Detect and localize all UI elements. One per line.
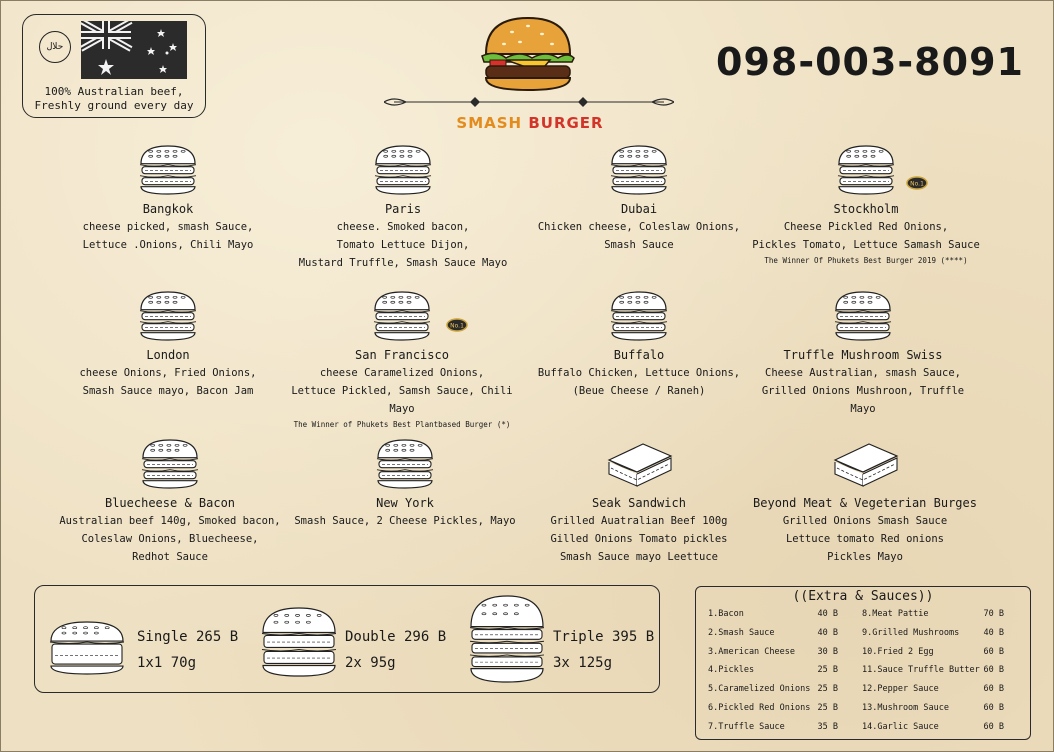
extra-price: 40 B	[817, 627, 838, 638]
extra-item	[708, 720, 838, 734]
extra-name: 6.Pickled Red Onions	[708, 703, 811, 713]
item-desc-1: Grilled Onions Smash Sauce	[782, 515, 948, 527]
item-desc-2: Tomato Lettuce Dijon,	[336, 239, 470, 251]
item-desc-2: Lettuce .Onions, Chili Mayo	[82, 239, 254, 251]
extra-price: 30 B	[817, 646, 838, 657]
brand-burger: BURGER	[528, 114, 604, 132]
extra-item	[708, 663, 838, 677]
menu-item-seak-sandwich	[534, 438, 744, 566]
extra-name: 10.Fried 2 Egg	[862, 646, 934, 657]
item-desc-1: Cheese Pickled Red Onions,	[783, 221, 949, 233]
item-name: Paris	[384, 202, 422, 216]
item-name: New York	[376, 496, 434, 510]
item-desc-1: cheese picked, smash Sauce,	[82, 221, 254, 233]
extra-price: 35 B	[817, 721, 838, 732]
extra-name: 11.Sauce Truffle Butter	[862, 665, 980, 676]
badge-text: No.1	[450, 322, 464, 330]
award-note: The Winner of Phukets Best Plantbased Burger (*)	[293, 420, 511, 429]
menu-item-buffalo	[534, 290, 744, 400]
extra-item	[862, 645, 1004, 659]
australian-beef-box	[22, 14, 206, 118]
single-burger-icon	[47, 620, 127, 676]
item-desc-1: Cheese Australian, smash Sauce,	[765, 367, 961, 379]
extra-price: 60 B	[983, 703, 1004, 713]
extras-title: ((Extra & Sauces))	[792, 589, 934, 604]
burger-icon	[836, 144, 896, 196]
item-desc-1: cheese Onions, Fried Onions,	[79, 367, 257, 379]
sizes-box	[34, 585, 660, 693]
item-desc-2: Grilled Onions Mushroon, Truffle Mayo	[761, 385, 965, 415]
burger-icon	[372, 290, 432, 342]
beef-tagline	[27, 85, 201, 113]
item-desc-1: Chicken cheese, Coleslaw Onions,	[537, 221, 741, 233]
menu-item-london	[70, 290, 266, 400]
item-desc-2: Gilled Onions Tomato pickles	[550, 533, 728, 545]
extra-price: 60 B	[983, 665, 1004, 676]
item-desc-2: Smash Sauce mayo, Bacon Jam	[82, 385, 254, 397]
extra-item	[862, 663, 1004, 677]
menu-item-new-york	[290, 438, 520, 530]
extra-item	[708, 682, 838, 696]
menu-item-beyond-meat	[744, 438, 986, 566]
item-name: Bangkok	[142, 202, 194, 216]
extra-name: 14.Garlic Sauce	[862, 721, 939, 732]
item-desc-2: Lettuce Pickled, Samsh Sauce, Chili Mayo	[291, 385, 513, 415]
double-burger-icon	[259, 606, 339, 678]
extra-item	[708, 607, 838, 621]
item-name: San Francisco	[355, 348, 449, 362]
extra-name: 9.Grilled Mushrooms	[862, 627, 960, 638]
extra-name: 2.Smash Sauce	[708, 627, 775, 638]
item-name: Dubai	[620, 202, 658, 216]
no1-badge-icon	[446, 318, 468, 332]
extra-name: 4.Pickles	[708, 665, 755, 676]
item-name: Bluecheese & Bacon	[104, 496, 236, 510]
extra-price: 25 B	[817, 684, 838, 695]
item-desc-2: Smash Sauce	[604, 239, 674, 251]
item-desc-1: Australian beef 140g, Smoked bacon,	[59, 515, 281, 527]
extra-name: 1.Bacon	[708, 609, 744, 619]
extra-name: 5.Caramelized Onions	[708, 684, 811, 695]
burger-icon	[373, 144, 433, 196]
halal-label: حلال	[46, 42, 64, 52]
extra-price: 60 B	[983, 684, 1004, 695]
extra-item	[862, 701, 1004, 715]
sandwich-icon	[829, 438, 901, 490]
extra-price: 60 B	[983, 721, 1004, 732]
extra-item	[708, 626, 838, 640]
extra-price: 70 B	[983, 609, 1004, 619]
extra-price: 40 B	[817, 609, 838, 619]
item-desc-2: Coleslaw Onions, Bluecheese,	[81, 533, 259, 545]
beef-line-1: 100% Australian beef,	[44, 85, 184, 98]
size-single-label: Single 265 B	[137, 629, 239, 645]
item-desc-1: cheese Caramelized Onions,	[319, 367, 485, 379]
burger-icon	[609, 290, 669, 342]
burger-icon	[138, 290, 198, 342]
size-single-weight: 1x1 70g	[137, 655, 197, 671]
item-desc-3: Pickles Mayo	[827, 551, 903, 563]
sandwich-icon	[603, 438, 675, 490]
badge-text: No.1	[910, 180, 924, 188]
item-desc-3: Mustard Truffle, Smash Sauce Mayo	[298, 257, 508, 269]
extra-item	[708, 701, 838, 715]
extras-and-sauces-box	[695, 586, 1031, 740]
award-note: The Winner Of Phukets Best Burger 2019 (****)	[764, 256, 968, 265]
item-desc-1: Smash Sauce, 2 Cheese Pickles, Mayo	[294, 515, 516, 527]
extra-price: 25 B	[817, 703, 838, 713]
item-desc-3: Redhot Sauce	[132, 551, 208, 563]
item-desc-1: Grilled Auatralian Beef 100g	[550, 515, 728, 527]
burger-icon	[609, 144, 669, 196]
burger-logo-icon	[476, 14, 580, 94]
extra-price: 60 B	[983, 646, 1004, 657]
item-name: Truffle Mushroom Swiss	[783, 348, 943, 362]
item-desc-1: Buffalo Chicken, Lettuce Onions,	[537, 367, 741, 379]
extra-item	[862, 607, 1004, 621]
extra-name: 7.Truffle Sauce	[708, 721, 785, 732]
triple-burger-icon	[467, 594, 547, 684]
extra-price: 40 B	[983, 627, 1004, 638]
extra-item	[862, 682, 1004, 696]
item-name: London	[146, 348, 190, 362]
item-name: Seak Sandwich	[592, 496, 686, 510]
beef-line-2: Freshly ground every day	[34, 99, 194, 112]
extra-name: 13.Mushroom Sauce	[862, 703, 949, 713]
phone-number: 098-003-8091	[716, 40, 1024, 84]
brand-name	[430, 114, 630, 132]
extra-item	[862, 626, 1004, 640]
size-double-label: Double 296 B	[345, 629, 447, 645]
extra-price: 25 B	[817, 665, 838, 676]
burger-icon	[138, 144, 198, 196]
halal-icon	[39, 31, 71, 63]
extra-item	[708, 645, 838, 659]
extra-item	[862, 720, 1004, 734]
australia-flag-icon	[81, 21, 187, 79]
size-double-weight: 2x 95g	[345, 655, 396, 671]
extra-name: 8.Meat Pattie	[862, 609, 929, 619]
ornament-divider	[384, 94, 674, 110]
item-desc-3: Smash Sauce mayo Leettuce	[559, 551, 719, 563]
menu-item-paris	[290, 144, 516, 272]
item-desc-2: Pickles Tomato, Lettuce Samash Sauce	[752, 239, 980, 251]
menu-item-stockholm	[750, 144, 982, 268]
item-desc-1: cheese. Smoked bacon,	[336, 221, 470, 233]
item-name: Buffalo	[613, 348, 665, 362]
item-desc-2: Lettuce tomato Red onions	[785, 533, 945, 545]
item-name: Stockholm	[833, 202, 899, 216]
burger-icon	[140, 438, 200, 490]
menu-item-san-francisco	[276, 290, 528, 432]
size-triple-weight: 3x 125g	[553, 655, 613, 671]
extra-name: 12.Pepper Sauce	[862, 684, 939, 695]
no1-badge-icon	[906, 176, 928, 190]
menu-item-truffle-mushroom	[750, 290, 976, 418]
extra-name: 3.American Cheese	[708, 646, 795, 657]
menu-item-bluecheese-bacon	[54, 438, 286, 566]
size-triple-label: Triple 395 B	[553, 629, 655, 645]
menu-item-bangkok	[70, 144, 266, 254]
item-desc-2: (Beue Cheese / Raneh)	[572, 385, 706, 397]
item-name: Beyond Meat & Vegeterian Burges	[753, 496, 977, 510]
burger-icon	[375, 438, 435, 490]
brand-smash: SMASH	[456, 114, 523, 132]
menu-item-dubai	[534, 144, 744, 254]
burger-icon	[833, 290, 893, 342]
